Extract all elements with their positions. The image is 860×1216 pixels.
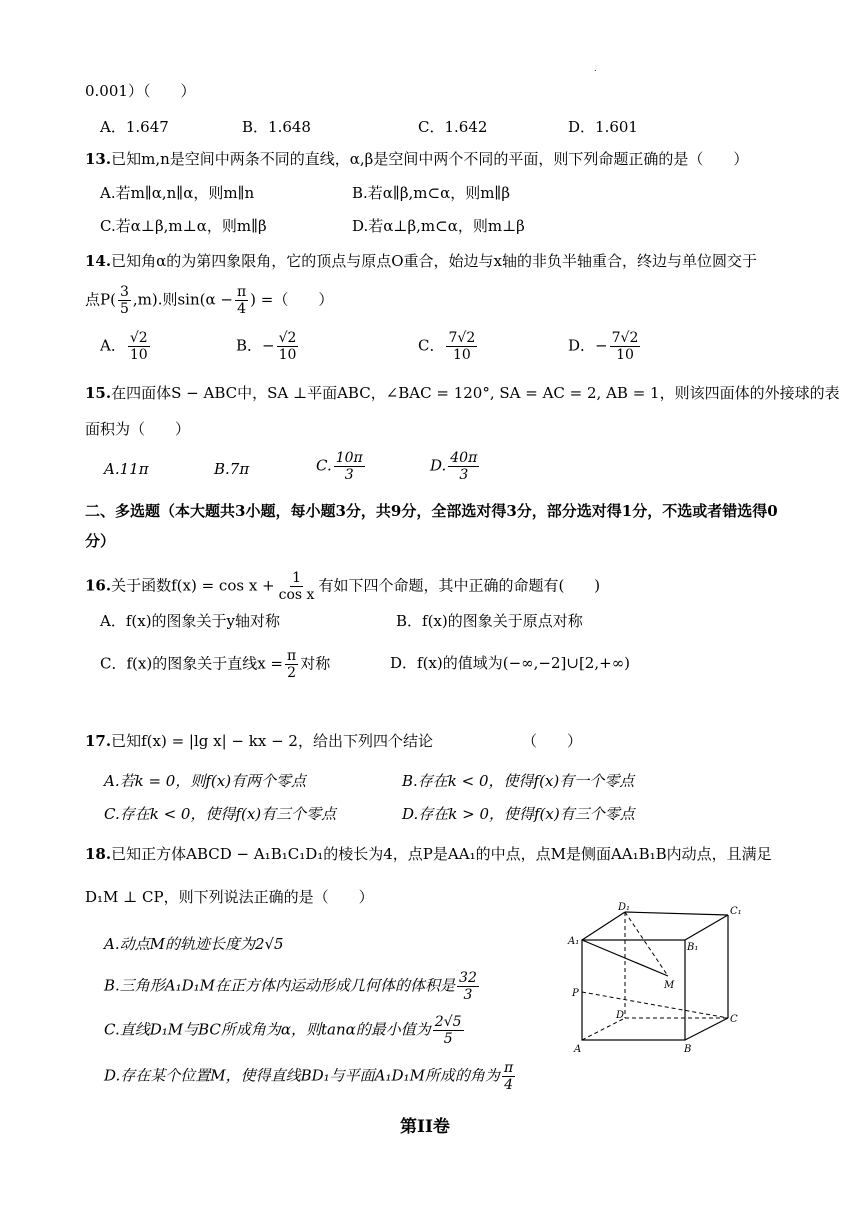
- frac-num: √2: [129, 330, 148, 346]
- q14-option-d: [568, 330, 642, 363]
- q16-text-b: 有如下四个命题，其中正确的命题有( ): [318, 576, 601, 595]
- q18-option-b: [104, 970, 481, 1003]
- q14-text-2b: ,m).则sin(α −: [132, 290, 233, 309]
- q14-frac-3-5: [118, 284, 131, 317]
- q13-number: 13.: [85, 150, 112, 168]
- q16-number: 16.: [85, 576, 112, 595]
- section-heading-multiple-choice: 二、多选题（本大题共3小题，每小题3分，共9分，全部选对得3分，部分选对得1分，不选或者错选得0分）: [85, 502, 778, 550]
- q18-text-1: 已知正方体ABCD − A₁B₁C₁D₁的棱长为4，点P是AA₁的中点，点M是侧面AA₁B₁B内动点，且满足: [111, 845, 772, 863]
- frac-num: 10π: [335, 450, 363, 466]
- label-p: P: [572, 988, 579, 999]
- option-fraction: [334, 450, 365, 483]
- q13-option-c: C.若α⊥β,m⊥α，则m∥β: [100, 217, 267, 235]
- frac-den: 3: [459, 467, 469, 483]
- q16-option-c: [100, 648, 330, 681]
- label-d: D: [616, 1010, 625, 1021]
- frac-den: 10: [129, 347, 148, 363]
- frac-den: cos x: [278, 587, 315, 603]
- cube-figure: [560, 900, 750, 1060]
- header-dot: .: [594, 64, 597, 73]
- label-d1: D₁: [618, 902, 631, 913]
- option-text: B.三角形A₁D₁M在正方体内运动形成几何体的体积是: [104, 976, 456, 995]
- option-fraction: [448, 450, 479, 483]
- q15-text-1: 在四面体S − ABC中，SA ⊥平面ABC，∠BAC = 120°, SA = AC = 2, AB = 1，则该四面体的外接球的表: [111, 384, 840, 402]
- frac-num: 32: [459, 970, 477, 986]
- option-label: D.: [430, 456, 447, 475]
- q14-option-a: [100, 330, 152, 363]
- frac-den: 4: [504, 1077, 513, 1093]
- q12-option-b: B．1.648: [242, 118, 311, 136]
- option-fraction: [446, 330, 477, 363]
- frac-num: 3: [119, 284, 129, 300]
- q13-text: 已知m,n是空间中两条不同的直线，α,β是空间中两个不同的平面，则下列命题正确的是（ ）: [111, 150, 749, 168]
- q13-stem: [85, 148, 748, 170]
- option-label: B．: [236, 336, 263, 355]
- option-sign: −: [262, 336, 275, 355]
- q12-option-d: D．1.601: [568, 118, 638, 136]
- edge-d1-c1: [625, 912, 728, 915]
- option-fraction: [502, 1060, 515, 1093]
- q15-stem-line2: 面积为（ ）: [85, 420, 191, 438]
- option-label: D．: [568, 336, 596, 355]
- q14-stem-line2: [85, 284, 333, 317]
- q18-option-a: A.动点M的轨迹长度为2√5: [104, 935, 284, 953]
- edge-b1-c1: [685, 915, 728, 940]
- option-fraction: [610, 330, 641, 363]
- q13-option-b: B.若α∥β,m⊂α，则m∥β: [352, 184, 511, 202]
- label-a1: A₁: [568, 936, 580, 947]
- q14-number: 14.: [85, 252, 112, 270]
- q17-option-c: C.存在k < 0，使得f(x)有三个零点: [104, 805, 337, 823]
- q12-tail: 0.001）（ ）: [85, 82, 196, 100]
- q18-stem-line2: D₁M ⊥ CP，则下列说法正确的是（ ）: [85, 888, 374, 906]
- frac-den: 3: [463, 987, 473, 1003]
- q14-stem-line1: [85, 250, 757, 272]
- q17-number: 17.: [85, 732, 112, 750]
- q16-option-b: B．f(x)的图象关于原点对称: [396, 612, 583, 630]
- option-fraction: [128, 330, 150, 363]
- q12-option-a: A．1.647: [100, 118, 169, 136]
- frac-den: 10: [278, 347, 297, 363]
- frac-num: √2: [278, 330, 297, 346]
- q14-option-b: [236, 330, 300, 363]
- label-b1: B₁: [687, 942, 699, 953]
- frac-den: 4: [237, 301, 247, 317]
- option-label: A．: [100, 336, 126, 355]
- label-b: B: [684, 1044, 692, 1055]
- q16-fraction: [277, 570, 317, 603]
- option-fraction: [433, 1014, 464, 1047]
- q13-option-d: D.若α⊥β,m⊂α，则m⊥β: [352, 217, 525, 235]
- q18-option-c: [104, 1014, 466, 1047]
- q15-option-b: B.7π: [214, 460, 250, 478]
- frac-den: 10: [616, 347, 634, 363]
- frac-den: 2: [287, 665, 297, 681]
- q17-option-d: D.存在k > 0，使得f(x)有三个零点: [402, 805, 635, 823]
- q17-text: 已知f(x) = |lg x| − kx − 2，给出下列四个结论: [111, 732, 433, 750]
- frac-den: 10: [452, 347, 471, 363]
- option-label: C.: [316, 456, 332, 475]
- frac-den: 5: [119, 301, 129, 317]
- option-text-b: 对称: [300, 654, 331, 673]
- label-m: M: [664, 980, 675, 991]
- q18-number: 18.: [85, 845, 112, 863]
- option-label: C．: [418, 336, 445, 355]
- q18-option-d: [104, 1060, 517, 1093]
- q15-option-a: A.11π: [104, 460, 149, 478]
- q18-stem-line1: [85, 843, 772, 865]
- frac-den: 5: [443, 1031, 453, 1047]
- q17-option-a: A.若k = 0，则f(x)有两个零点: [104, 772, 307, 790]
- q12-option-c: C．1.642: [418, 118, 488, 136]
- q14-text-2a: 点P(: [85, 290, 116, 309]
- q17-stem: [85, 730, 433, 752]
- q16-stem: [85, 570, 600, 603]
- q13-option-a: A.若m∥α,n∥α，则m∥n: [100, 184, 255, 202]
- frac-num: π: [503, 1060, 514, 1076]
- q14-option-c: [418, 330, 479, 363]
- q15-number: 15.: [85, 384, 112, 402]
- q14-text-2c: ) =（ ）: [250, 290, 334, 309]
- label-c: C: [730, 1014, 738, 1025]
- frac-den: 3: [344, 467, 354, 483]
- q16-option-a: A．f(x)的图象关于y轴对称: [100, 612, 281, 630]
- frac-num: 7√2: [611, 330, 639, 346]
- option-fraction: [457, 970, 479, 1003]
- hidden-segment-p-c: [582, 992, 728, 1018]
- q17-option-b: B.存在k < 0，使得f(x)有一个零点: [402, 772, 635, 790]
- q15-option-d: [430, 450, 481, 483]
- q15-option-c: [316, 450, 367, 483]
- q15-stem-line1: [85, 382, 840, 404]
- edge-b-c: [685, 1018, 728, 1040]
- option-fraction: [285, 648, 298, 681]
- q16-option-d: D．f(x)的值域为(−∞,−2]∪[2,+∞): [390, 654, 631, 672]
- frac-num: π: [236, 284, 247, 300]
- option-sign: −: [595, 336, 608, 355]
- q14-frac-pi-4: [235, 284, 248, 317]
- option-text: C.直线D₁M与BC所成角为α，则tanα的最小值为: [104, 1020, 431, 1039]
- part-title: 第II卷: [400, 1117, 450, 1137]
- q14-text-1: 已知角α的为第四象限角，它的顶点与原点O重合，始边与x轴的非负半轴重合，终边与单位圆交于: [111, 252, 757, 270]
- edge-a1-d1: [582, 912, 625, 940]
- frac-num: π: [287, 648, 297, 664]
- option-text-a: C．f(x)的图象关于直线x =: [100, 654, 283, 673]
- option-text: D.存在某个位置M，使得直线BD₁与平面A₁D₁M所成的角为: [104, 1066, 500, 1085]
- q17-paren: （ ）: [522, 732, 583, 750]
- frac-num: 40π: [450, 450, 478, 466]
- option-fraction: [277, 330, 299, 363]
- frac-num: 7√2: [448, 330, 476, 346]
- frac-num: 2√5: [434, 1014, 462, 1030]
- q16-text-a: 关于函数f(x) = cos x +: [111, 576, 275, 595]
- hidden-edge-a-d: [582, 1018, 625, 1040]
- frac-num: 1: [292, 570, 301, 586]
- label-a: A: [574, 1044, 582, 1055]
- label-c1: C₁: [730, 906, 742, 917]
